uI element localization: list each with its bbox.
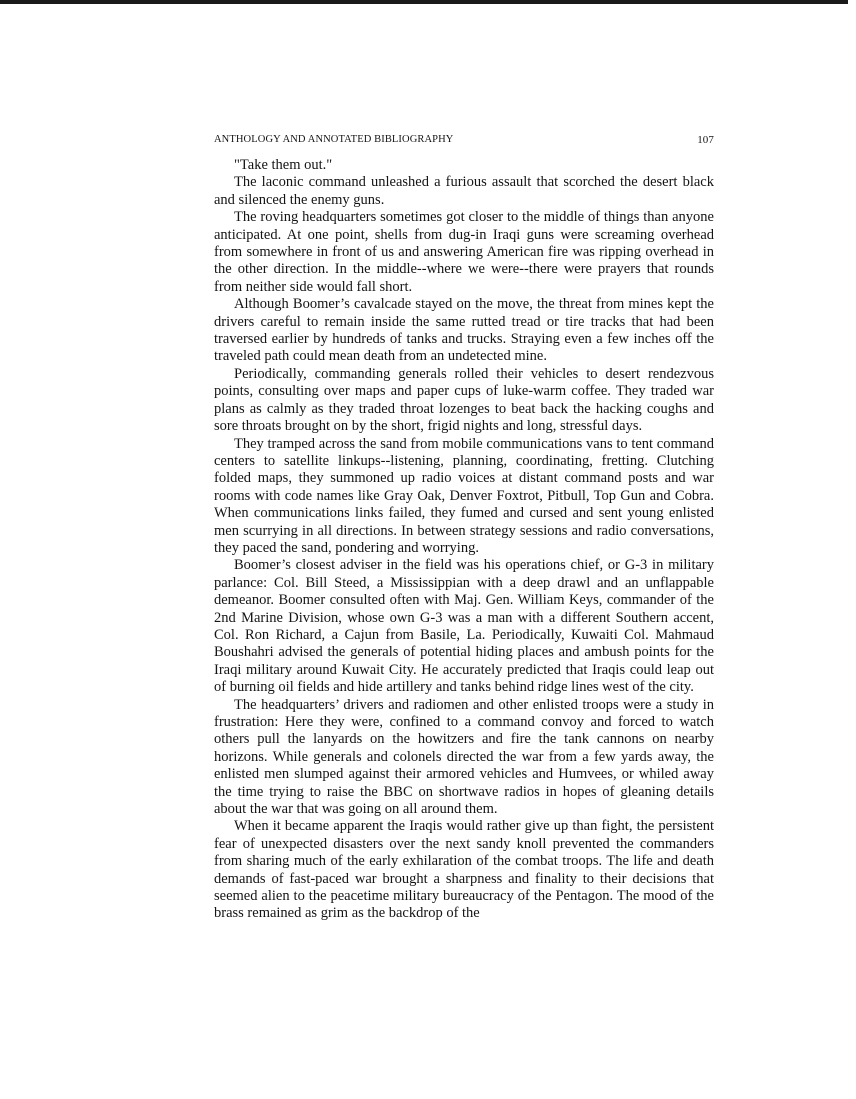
paragraph-take-them-out: "Take them out." (234, 157, 333, 173)
paragraph-cavalcade-mines: Although Boomer’s cavalcade stayed on the move, the threat from mines kept the drivers careful to remain inside the same rutted tread or tire tracks that had been traversed earlier by hundreds of tanks and trucks. Straying even a few inches off the traveled path could mean death from an undetected mine. (214, 296, 714, 365)
paragraph-tramped-across-sand: They tramped across the sand from mobile communications vans to tent command centers to satellite linkups--listening, planning, coordinating, fretting. Clutching folded maps, they summoned up radio voices at distant command posts and war rooms with code names like Gray Oak, Denver Foxtrot, Pitbull, Top Gun and Cobra. When communications links failed, they fumed and cursed and sent young enlisted men scurrying in all directions. In between strategy sessions and radio conversations, they paced the sand, pondering and worrying. (214, 435, 714, 556)
body-text (214, 157, 714, 923)
running-header (214, 132, 714, 148)
running-head-title: ANTHOLOGY AND ANNOTATED BIBLIOGRAPHY (214, 134, 454, 145)
page-number: 107 (697, 134, 714, 146)
paragraph-desert-rendezvous: Periodically, commanding generals rolled their vehicles to desert rendezvous points, consulting over maps and paper cups of luke-warm coffee. They traded war plans as calmly as they traded throat lozenges to beat back the hacking coughs and sore throats brought on by the short, frigid nights and long, stressful days. (214, 365, 714, 435)
paragraph-enlisted-frustration: The headquarters’ drivers and radiomen and other enlisted troops were a study in frustration: Here they were, confined to a command convoy and forced to watch others pull the lanyards on the howitzers and fire the tank cannons on nearby horizons. While generals and colonels directed the war from a few yards away, the enlisted men slumped against their armored vehicles and Humvees, or whiled away the time trying to raise the BBC on shortwave radios in hopes of gleaning details about the war that was going on all around them. (214, 696, 714, 818)
paragraph-laconic-command: The laconic command unleashed a furious assault that scorched the desert black and silenced the enemy guns. (214, 174, 714, 208)
paragraph-iraqis-give-up: When it became apparent the Iraqis would rather give up than fight, the persistent fear of unexpected disasters over the next sandy knoll prevented the commanders from sharing much of the early exhilaration of the combat troops. The life and death demands of fast-paced war brought a sharpness and finality to their decisions that seemed alien to the peacetime military bureaucracy of the Pentagon. The mood of the brass remained as grim as the backdrop of the (214, 818, 714, 922)
paragraph-closest-adviser: Boomer’s closest adviser in the field was his operations chief, or G-3 in military parlance: Col. Bill Steed, a Mississippian with a deep drawl and an unflappable demeanor. Boomer consulted often with Maj. Gen. William Keys, commander of the 2nd Marine Division, whose own G-3 was a man with a different Southern accent, Col. Ron Richard, a Cajun from Basile, La. Periodically, Kuwaiti Col. Mahmaud Boushahri advised the generals of potential hiding places and ambush points for the Iraqi military around Kuwait City. He accurately predicted that Iraqis could leap out of burning oil fields and hide artillery and tanks behind ridge lines west of the city. (214, 557, 714, 696)
top-border-rule (0, 0, 848, 4)
paragraph-roving-headquarters: The roving headquarters sometimes got closer to the middle of things than anyone anticipated. At one point, shells from dug-in Iraqi guns were screaming overhead from somewhere in front of us and answering American fire was ripping overhead in the other direction. In the middle--where we were--there were prayers that rounds from neither side would fall short. (214, 209, 714, 295)
